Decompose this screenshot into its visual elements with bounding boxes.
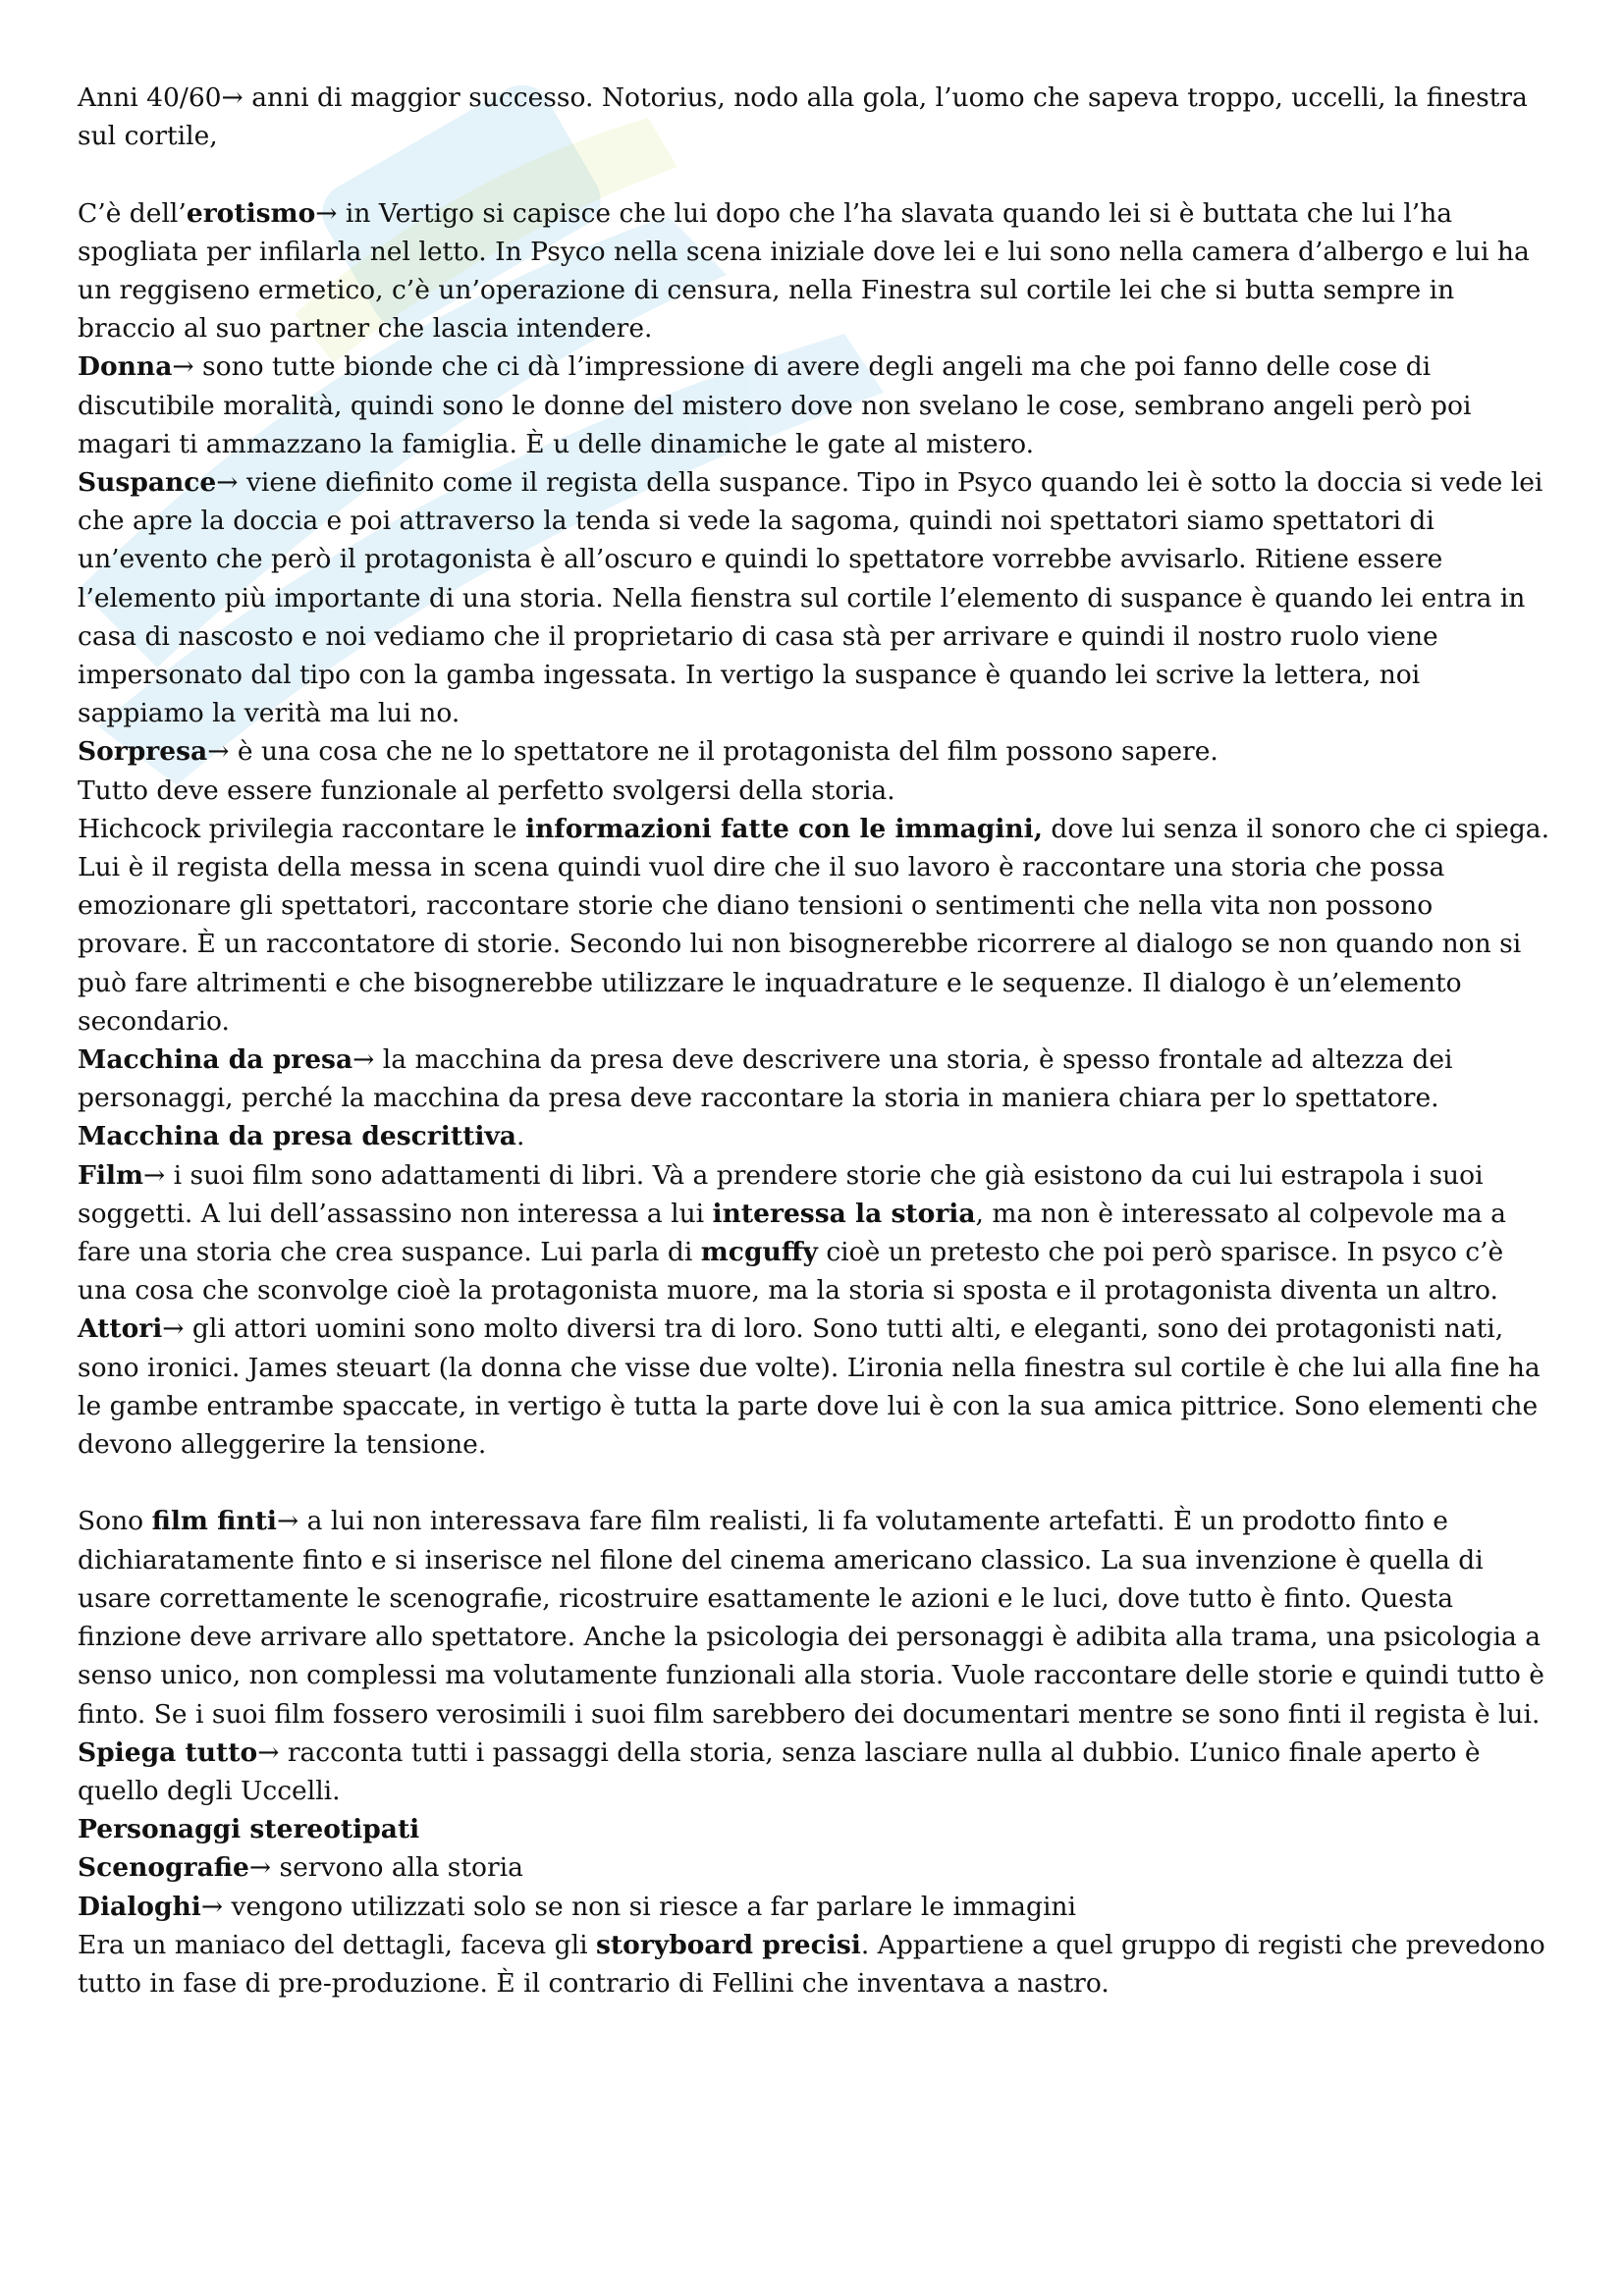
keyword-scenografie: Scenografie — [78, 1852, 249, 1884]
text: anni di maggior successo. Notorius, nodo alla gola, l’uomo che sapeva troppo, uccelli, la finestra sul cortile, — [78, 82, 1528, 152]
arrow-icon: → — [352, 1044, 375, 1076]
keyword-macchina-descrittiva: Macchina da presa descrittiva — [78, 1121, 516, 1152]
arrow-icon: → — [277, 1506, 299, 1537]
paragraph-spiega-tutto — [78, 1734, 1550, 1810]
text: Era un maniaco del dettagli, faceva gli — [78, 1929, 596, 1960]
arrow-icon: → — [248, 1852, 272, 1884]
text: servono alla storia — [271, 1852, 523, 1884]
text: cioè un pretesto che poi però sparisce. In psyco c’è una cosa che sconvolge cioè la protagonista muore, ma la storia si sposta e il protagonista diventa un altro. — [78, 1237, 1504, 1307]
keyword-interessa-la-storia: interessa la storia — [712, 1198, 976, 1229]
paragraph-dialoghi — [78, 1888, 1550, 1926]
paragraph-film-finti — [78, 1502, 1550, 1733]
text: vengono utilizzati solo se non si riesce a far parlare le immagini — [223, 1891, 1076, 1922]
keyword-attori: Attori — [78, 1313, 163, 1345]
arrow-icon: → — [162, 1313, 185, 1345]
arrow-icon: → — [143, 1159, 166, 1191]
text: C’è dell’ — [78, 197, 187, 229]
text: Anni 40/60 — [78, 82, 222, 113]
paragraph-maniaco — [78, 1926, 1550, 2002]
paragraph-attori — [78, 1309, 1550, 1464]
spacer — [78, 155, 1550, 193]
spacer — [78, 1464, 1550, 1502]
keyword-informazioni: informazioni fatte con le immagini, — [524, 813, 1043, 844]
arrow-icon: → — [200, 1891, 224, 1922]
paragraph-scenografie — [78, 1848, 1550, 1887]
document-body — [78, 79, 1550, 2002]
arrow-icon: → — [207, 736, 230, 768]
text: . Appartiene a quel gruppo di registi che prevedono tutto in fase di pre-produzione. È il contrario di Fellini che inventava a nastro. — [78, 1929, 1545, 1999]
paragraph-suspance — [78, 463, 1550, 732]
arrow-icon: → — [257, 1736, 280, 1768]
keyword-film: Film — [78, 1159, 143, 1191]
text: viene diefinito come il regista della suspance. Tipo in Psyco quando lei è sotto la doccia si vede lei che apre la doccia e poi attraverso la tenda si vede la sagoma, quindi noi spettatori siamo spettatori di un’evento che però il protagonista è all’oscuro e quindi lo spettatore vorrebbe avvisarlo. Ritiene essere l’elemento più importante di una storia. Nella fienstra sul cortile l’elemento di suspance è quando lei entra in casa di nascosto e noi vediamo che il proprietario di casa stà per arrivare e quindi il nostro ruolo viene impersonato dal tipo con la gamba ingessata. In vertigo la suspance è quando lei scrive la lettera, noi sappiamo la verità ma lui no. — [78, 467, 1543, 729]
text: dove lui senza il sonoro che ci spiega. — [1042, 813, 1550, 844]
paragraph-macchina — [78, 1041, 1550, 1117]
keyword-storyboard: storyboard precisi — [596, 1929, 861, 1960]
keyword-dialoghi: Dialoghi — [78, 1891, 201, 1922]
keyword-macchina-da-presa: Macchina da presa — [78, 1044, 353, 1076]
keyword-film-finti: film finti — [151, 1506, 278, 1537]
paragraph-sorpresa — [78, 732, 1550, 771]
text: . — [515, 1121, 525, 1152]
arrow-icon: → — [221, 82, 244, 113]
text: è una cosa che ne lo spettatore ne il protagonista del film possono sapere. — [229, 736, 1218, 768]
text: sono tutte bionde che ci dà l’impressione di avere degli angeli ma che poi fanno delle cose di discutibile moralità, quindi sono le donne del mistero dove non svelano le cose, sembrano angeli però poi magari ti ammazzano la famiglia. È u delle dinamiche le gate al mistero. — [78, 351, 1472, 459]
keyword-donna: Donna — [78, 351, 173, 383]
text: gli attori uomini sono molto diversi tra di loro. Sono tutti alti, e eleganti, sono dei protagonisti nati, sono ironici. James steuart (la donna che visse due volte). L’ironia nella finestra sul cortile è che lui alla fine ha le gambe entrambe spaccate, in vertigo è tutta la parte dove lui è con la sua amica pittrice. Sono elementi che devono alleggerire la tensione. — [78, 1313, 1541, 1461]
keyword-mcguffy: mcguffy — [700, 1237, 818, 1268]
keyword-suspance: Suspance — [78, 467, 217, 499]
paragraph-hichcock — [78, 810, 1550, 848]
paragraph-personaggi — [78, 1810, 1550, 1848]
text: in Vertigo si capisce che lui dopo che l’ha slavata quando lei si è buttata che lui l’ha spogliata per infilarla nel letto. In Psyco nella scena iniziale dove lei e lui sono nella camera d’albergo e lui ha un reggiseno ermetico, c’è un’operazione di censura, nella Finestra sul cortile lei che si butta sempre in braccio al suo partner che lascia intendere. — [78, 197, 1530, 345]
text: , ma non è interessato al colpevole ma a fare una storia che crea suspance. Lui parla di — [78, 1198, 1506, 1268]
arrow-icon: → — [172, 351, 194, 383]
keyword-erotismo: erotismo — [186, 197, 316, 229]
text: i suoi film sono adattamenti di libri. Và a prendere storie che già esistono da cui lui estrapola i suoi soggetti. A lui dell’assassino non interessa a lui — [78, 1159, 1484, 1229]
text: la macchina da presa deve descrivere una storia, è spesso frontale ad altezza dei personaggi, perché la macchina da presa deve raccontare la storia in maniera chiara per lo spettatore. — [78, 1044, 1453, 1114]
paragraph-donna — [78, 347, 1550, 463]
keyword-sorpresa: Sorpresa — [78, 736, 208, 768]
arrow-icon: → — [315, 197, 338, 229]
text: Sono — [78, 1506, 152, 1537]
paragraph-erotismo — [78, 194, 1550, 348]
keyword-personaggi-stereotipati: Personaggi stereotipati — [78, 1814, 420, 1845]
paragraph-regista: Lui è il regista della messa in scena quindi vuol dire che il suo lavoro è raccontare una storia che possa emozionare gli spettatori, raccontare storie che diano tensioni o sentimenti che nella vita non possono provare. È un raccontatore di storie. Secondo lui non bisognerebbe ricorrere al dialogo se non quando non si può fare altrimenti e che bisognerebbe utilizzare le inquadrature e le sequenze. Il dialogo è un’elemento secondario. — [78, 852, 1522, 1037]
paragraph-film — [78, 1156, 1550, 1310]
text: racconta tutti i passaggi della storia, senza lasciare nulla al dubbio. L’unico finale aperto è quello degli Uccelli. — [78, 1736, 1481, 1806]
paragraph-tutto: Tutto deve essere funzionale al perfetto svolgersi della storia. — [78, 774, 895, 806]
text: Hichcock privilegia raccontare le — [78, 813, 525, 844]
keyword-spiega-tutto: Spiega tutto — [78, 1736, 258, 1768]
arrow-icon: → — [216, 467, 239, 499]
text: a lui non interessava fare film realisti, li fa volutamente artefatti. È un prodotto finto e dichiaratamente finto e si inserisce nel filone del cinema americano classico. La sua invenzione è quella di usare correttamente le scenografie, ricostruire esattamente le azioni e le luci, dove tutto è finto. Questa finzione deve arrivare allo spettatore. Anche la psicologia dei personaggi è adibita alla trama, una psicologia a senso unico, non complessi ma volutamente funzionali alla storia. Vuole raccontare delle storie e quindi tutto è finto. Se i suoi film fossero verosimili i suoi film sarebbero dei documentari mentre se sono finti il regista è lui. — [78, 1506, 1544, 1730]
paragraph-macchina-descrittiva — [78, 1117, 1550, 1155]
paragraph-anni — [78, 79, 1550, 155]
